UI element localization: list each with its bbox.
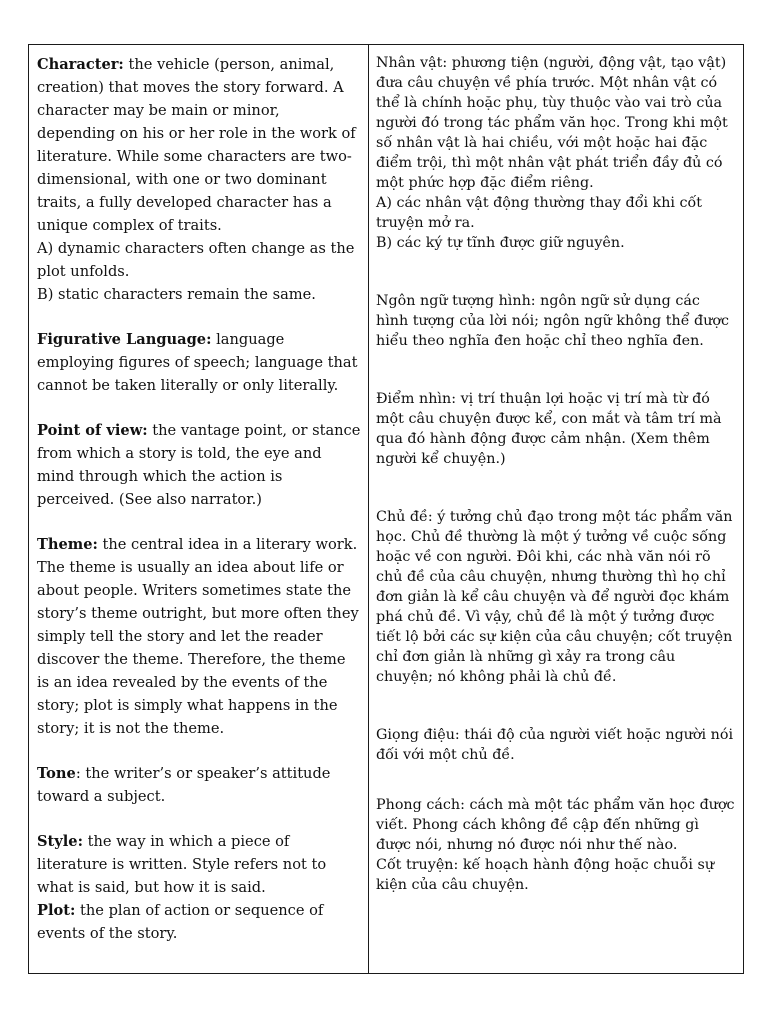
definition-point-of-view: the vantage point, or stance from which a story is told, the eye and mind through which the action is perceived. (See also narrator.) [37, 422, 361, 508]
entry-style-vi [376, 795, 735, 855]
term-point-of-view: Point of view: [37, 422, 148, 439]
definition-character: the vehicle (person, animal, creation) that moves the story forward. A character may be main or minor, depending on his or her role in the work of literature. While some characters are two- dimensional, with one or two dominant traits, a fully developed character has a unique complex of traits. [37, 56, 356, 234]
entry-character-vi [376, 53, 735, 253]
definition-figurative-vi: Ngôn ngữ tượng hình: ngôn ngữ sử dụng các hình tượng của lời nói; ngôn ngữ không thể được hiểu theo nghĩa đen hoặc chỉ theo nghĩa đen. [376, 293, 730, 349]
definition-theme-vi: Chủ đề: ý tưởng chủ đạo trong một tác phẩm văn học. Chủ đề thường là một ý tưởng về cuộc sống hoặc về con người. Đôi khi, các nhà văn nói rõ chủ đề của câu chuyện, nhưng thường thì họ chỉ đơn giản là kể câu chuyện và để người đọc khám phá chủ đề. Vì vậy, chủ đề là một ý tưởng được tiết lộ bởi các sự kiện của câu chuyện; cốt truyện chỉ đơn giản là những gì xảy ra trong câu chuyện; nó không phải là chủ đề. [376, 509, 733, 685]
definition-tone: : the writer’s or speaker’s attitude toward a subject. [37, 765, 331, 805]
character-option-b-vi: B) các ký tự tĩnh được giữ nguyên. [376, 235, 625, 251]
character-option-b: B) static characters remain the same. [37, 286, 316, 303]
entry-tone-vi [376, 725, 735, 765]
entry-theme-en [37, 533, 362, 740]
term-style: Style: [37, 833, 83, 850]
english-column [29, 45, 369, 973]
character-option-a: A) dynamic characters often change as the plot unfolds. [37, 240, 355, 280]
definition-tone-vi: Giọng điệu: thái độ của người viết hoặc người nói đối với một chủ đề. [376, 727, 734, 763]
term-theme: Theme: [37, 536, 98, 553]
definition-plot: the plan of action or sequence of events of the story. [37, 902, 324, 942]
character-option-a-vi: A) các nhân vật động thường thay đổi khi cốt truyện mở ra. [376, 195, 703, 231]
entry-character-en [37, 53, 362, 306]
entry-theme-vi [376, 507, 735, 687]
definition-character-vi: Nhân vật: phương tiện (người, động vật, tạo vật) đưa câu chuyện về phía trước. Một nhân vật có thể là chính hoặc phụ, tùy thuộc vào vai trò của người đó trong tác phẩm văn học. Trong khi một số nhân vật là hai chiều, với một hoặc hai đặc điểm trội, thì một nhân vật phát triển đầy đủ có một phức hợp đặc điểm riêng. [376, 55, 728, 191]
definition-plot-vi: Cốt truyện: kế hoạch hành động hoặc chuỗi sự kiện của câu chuyện. [376, 857, 715, 893]
term-plot: Plot: [37, 902, 76, 919]
term-tone: Tone [37, 765, 76, 782]
definition-style-vi: Phong cách: cách mà một tác phẩm văn học được viết. Phong cách không đề cập đến những gì được nói, nhưng nó được nói như thế nào. [376, 797, 735, 853]
entry-plot-en [37, 899, 362, 945]
entry-tone-en [37, 762, 362, 808]
entry-figurative-en [37, 328, 362, 397]
entry-figurative-vi [376, 291, 735, 351]
entry-point-of-view-en [37, 419, 362, 511]
entry-point-of-view-vi [376, 389, 735, 469]
definition-point-of-view-vi: Điểm nhìn: vị trí thuận lợi hoặc vị trí mà từ đó một câu chuyện được kể, con mắt và tâm trí mà qua đó hành động được cảm nhận. (Xem thêm người kể chuyện.) [376, 391, 722, 467]
term-character: Character: [37, 56, 124, 73]
vietnamese-column [369, 45, 743, 973]
entry-style-en [37, 830, 362, 899]
definition-theme: the central idea in a literary work. The theme is usually an idea about life or about people. Writers sometimes state the story’s theme outright, but more often they simply tell the story and let the reader discover the theme. Therefore, the theme is an idea revealed by the events of the story; plot is simply what happens in the story; it is not the theme. [37, 536, 359, 737]
glossary-table [28, 44, 744, 974]
entry-plot-vi [376, 855, 735, 895]
definition-figurative: language employing figures of speech; language that cannot be taken literally or only literally. [37, 331, 358, 394]
definition-style: the way in which a piece of literature is written. Style refers not to what is said, but how it is said. [37, 833, 327, 896]
term-figurative: Figurative Language: [37, 331, 212, 348]
